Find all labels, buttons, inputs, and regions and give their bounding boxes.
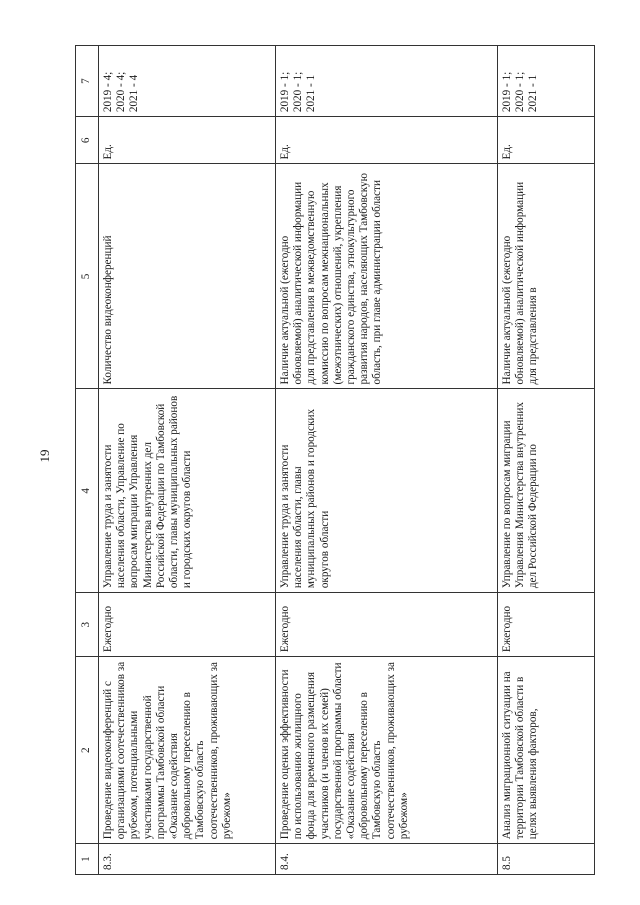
item-number: 8.5 xyxy=(498,844,595,875)
activity-name: Проведение оценки эффективности по использованию жилищного фонда для временного размещения участников (и членов их семей) государственной программы области «Оказание содействия добровольному переселению в Тамбовскую область соотечественников, проживающих за рубежом» xyxy=(276,657,498,844)
column-number: 7 xyxy=(76,46,99,117)
column-number-row xyxy=(76,46,99,875)
period: Ежегодно xyxy=(498,593,595,657)
period: Ежегодно xyxy=(99,593,276,657)
executors: Управление по вопросам миграции Управления Министерства внутренних дел Российской Федерации по xyxy=(498,389,595,593)
table-row xyxy=(99,46,276,875)
column-number: 6 xyxy=(76,117,99,164)
table-row xyxy=(498,46,595,875)
unit: Ед. xyxy=(99,117,276,164)
item-number: 8.4. xyxy=(276,844,498,875)
target-value: 2019 - 1; 2020 - 1; 2021 - 1 xyxy=(276,46,498,117)
rotated-table-wrapper xyxy=(75,45,585,875)
unit: Ед. xyxy=(276,117,498,164)
period: Ежегодно xyxy=(276,593,498,657)
indicator: Наличие актуальной (ежегодно обновляемой) аналитической информации для представления в межведомственную комиссию по вопросам межнациональных (межэтнических) отношений, укрепления гражданского единства, этнокультурного развития народов, населяющих Тамбовскую область, при главе администрации области xyxy=(276,164,498,389)
activity-name: Проведение видеоконференций с организациями соотечественников за рубежом, потенциальными участниками государственной программы Тамбовской области «Оказание содействия добровольному переселению в Тамбовскую область соотечественников, проживающих за рубежом» xyxy=(99,657,276,844)
page-number: 19 xyxy=(37,449,52,463)
target-value: 2019 - 1; 2020 - 1; 2021 - 1 xyxy=(498,46,595,117)
executors: Управление труда и занятости населения области, главы муниципальных районов и городских округов области xyxy=(276,389,498,593)
indicator: Количество видеоконференций xyxy=(99,164,276,389)
column-number: 5 xyxy=(76,164,99,389)
activity-name: Анализ миграционной ситуации на территории Тамбовской области в целях выявления факторов, xyxy=(498,657,595,844)
activities-table xyxy=(75,45,595,875)
column-number: 3 xyxy=(76,593,99,657)
column-number: 2 xyxy=(76,657,99,844)
column-number: 4 xyxy=(76,389,99,593)
indicator: Наличие актуальной (ежегодно обновляемой) аналитической информации для представления в xyxy=(498,164,595,389)
column-number: 1 xyxy=(76,844,99,875)
table-row xyxy=(276,46,498,875)
item-number: 8.3. xyxy=(99,844,276,875)
executors: Управление труда и занятости населения области, Управление по вопросам миграции Управления Министерства внутренних дел Российской Федерации по Тамбовской области, главы муниципальных районов и городских округов области xyxy=(99,389,276,593)
unit: Ед. xyxy=(498,117,595,164)
target-value: 2019 - 4; 2020 - 4; 2021 - 4 xyxy=(99,46,276,117)
